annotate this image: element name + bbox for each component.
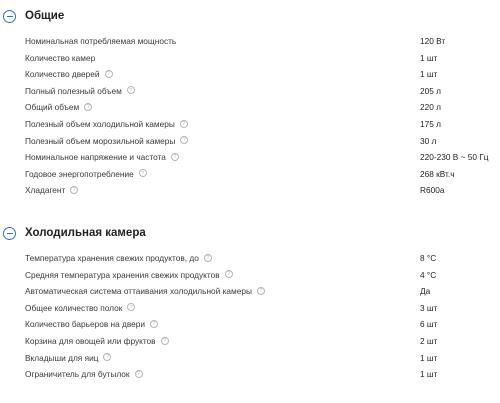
spec-label xyxy=(25,33,176,50)
spec-value: 1 шт xyxy=(420,369,438,380)
spec-label xyxy=(25,166,147,183)
spec-value: 205 л xyxy=(420,85,441,96)
spec-row xyxy=(0,133,500,150)
spec-row xyxy=(0,316,500,333)
section-general xyxy=(0,9,500,196)
section-header[interactable] xyxy=(0,9,500,29)
spec-value: 8 °C xyxy=(420,253,437,263)
spec-value: 268 кВт.ч xyxy=(420,168,455,179)
spec-value: 1 шт xyxy=(420,352,438,363)
spec-label-text: Номинальная потребляемая мощность xyxy=(25,36,177,46)
spec-value: 120 Вт xyxy=(420,36,446,46)
spec-row xyxy=(0,66,500,83)
question-circle-icon[interactable] xyxy=(161,337,169,345)
spec-row xyxy=(0,182,500,199)
spec-label-text: Температура хранения свежих продуктов, до xyxy=(25,253,199,263)
spec-value: 3 шт xyxy=(420,302,438,313)
spec-label xyxy=(25,316,158,333)
spec-row xyxy=(0,350,500,367)
spec-row xyxy=(0,99,500,116)
spec-row xyxy=(0,33,500,50)
spec-label xyxy=(25,149,179,166)
spec-value: 1 шт xyxy=(420,52,438,63)
spec-label-text: Количество барьеров на двери xyxy=(25,319,146,330)
spec-label xyxy=(25,133,188,150)
spec-row xyxy=(0,333,500,350)
spec-label-text: Средняя температура хранения свежих продуктов xyxy=(25,269,220,280)
question-circle-icon[interactable] xyxy=(103,353,111,361)
spec-value: Да xyxy=(420,286,431,297)
spec-label-text: Количество дверей xyxy=(25,69,100,80)
spec-label-text: Общее количество полок xyxy=(25,302,123,313)
spec-label xyxy=(25,300,135,317)
section-fridge-chamber xyxy=(0,226,500,380)
spec-label-text: Общий объем xyxy=(25,102,80,113)
question-circle-icon[interactable] xyxy=(139,169,147,177)
question-circle-icon[interactable] xyxy=(84,103,92,111)
spec-value: 2 шт xyxy=(420,336,438,346)
spec-value: 220-230 В ~ 50 Гц xyxy=(420,152,489,163)
question-circle-icon[interactable] xyxy=(204,254,212,262)
spec-row xyxy=(0,300,500,317)
spec-row xyxy=(0,267,500,284)
section-header[interactable] xyxy=(0,226,500,246)
spec-label xyxy=(25,99,92,116)
spec-row xyxy=(0,50,500,67)
question-circle-icon[interactable] xyxy=(150,320,158,328)
spec-label xyxy=(25,283,265,300)
spec-label-text: Полезный объем морозильной камеры xyxy=(25,135,176,146)
spec-value: 4 °C xyxy=(420,269,437,280)
spec-value: 175 л xyxy=(420,119,441,129)
section-title: Холодильная камера xyxy=(25,227,146,239)
question-circle-icon[interactable] xyxy=(180,136,188,144)
spec-value: 30 л xyxy=(420,135,437,146)
question-circle-icon[interactable] xyxy=(127,86,135,94)
minus-circle-icon[interactable] xyxy=(3,10,16,23)
spec-value: 220 л xyxy=(420,102,441,113)
spec-label xyxy=(25,267,233,284)
spec-row xyxy=(0,366,500,383)
spec-label-text: Хладагент xyxy=(25,185,66,196)
spec-label-text: Корзина для овощей или фруктов xyxy=(25,336,156,346)
spec-label xyxy=(25,182,78,199)
spec-label-text: Полный полезный объем xyxy=(25,85,122,96)
spec-label xyxy=(25,116,188,133)
spec-row xyxy=(0,116,500,133)
spec-label xyxy=(25,366,143,383)
spec-label xyxy=(25,50,95,67)
question-circle-icon[interactable] xyxy=(257,287,265,295)
spec-label-text: Номинальное напряжение и частота xyxy=(25,152,166,163)
spec-label-text: Ограничитель для бутылок xyxy=(25,369,130,380)
section-title: Общие xyxy=(25,10,65,22)
question-circle-icon[interactable] xyxy=(180,120,188,128)
spec-label-text: Автоматическая система оттаивания холодильной камеры xyxy=(25,286,252,297)
spec-label-text: Вкладыши для яиц xyxy=(25,352,99,363)
spec-label-text: Полезный объем холодильной камеры xyxy=(25,119,175,129)
spec-row xyxy=(0,83,500,100)
spec-row xyxy=(0,283,500,300)
minus-circle-icon[interactable] xyxy=(3,227,16,240)
spec-row xyxy=(0,166,500,183)
question-circle-icon[interactable] xyxy=(127,303,135,311)
question-circle-icon[interactable] xyxy=(105,70,113,78)
question-circle-icon[interactable] xyxy=(171,153,179,161)
spec-value: R600a xyxy=(420,185,445,196)
spec-label-text: Количество камер xyxy=(25,52,96,63)
spec-value: 1 шт xyxy=(420,69,438,80)
spec-label-text: Годовое энергопотребление xyxy=(25,168,134,179)
spec-label xyxy=(25,83,135,100)
spec-label xyxy=(25,333,169,350)
spec-label xyxy=(25,250,212,267)
spec-value: 6 шт xyxy=(420,319,438,330)
question-circle-icon[interactable] xyxy=(225,270,233,278)
spec-row xyxy=(0,250,500,267)
question-circle-icon[interactable] xyxy=(70,186,78,194)
spec-label xyxy=(25,66,113,83)
spec-label xyxy=(25,350,111,367)
spec-row xyxy=(0,149,500,166)
question-circle-icon[interactable] xyxy=(135,370,143,378)
